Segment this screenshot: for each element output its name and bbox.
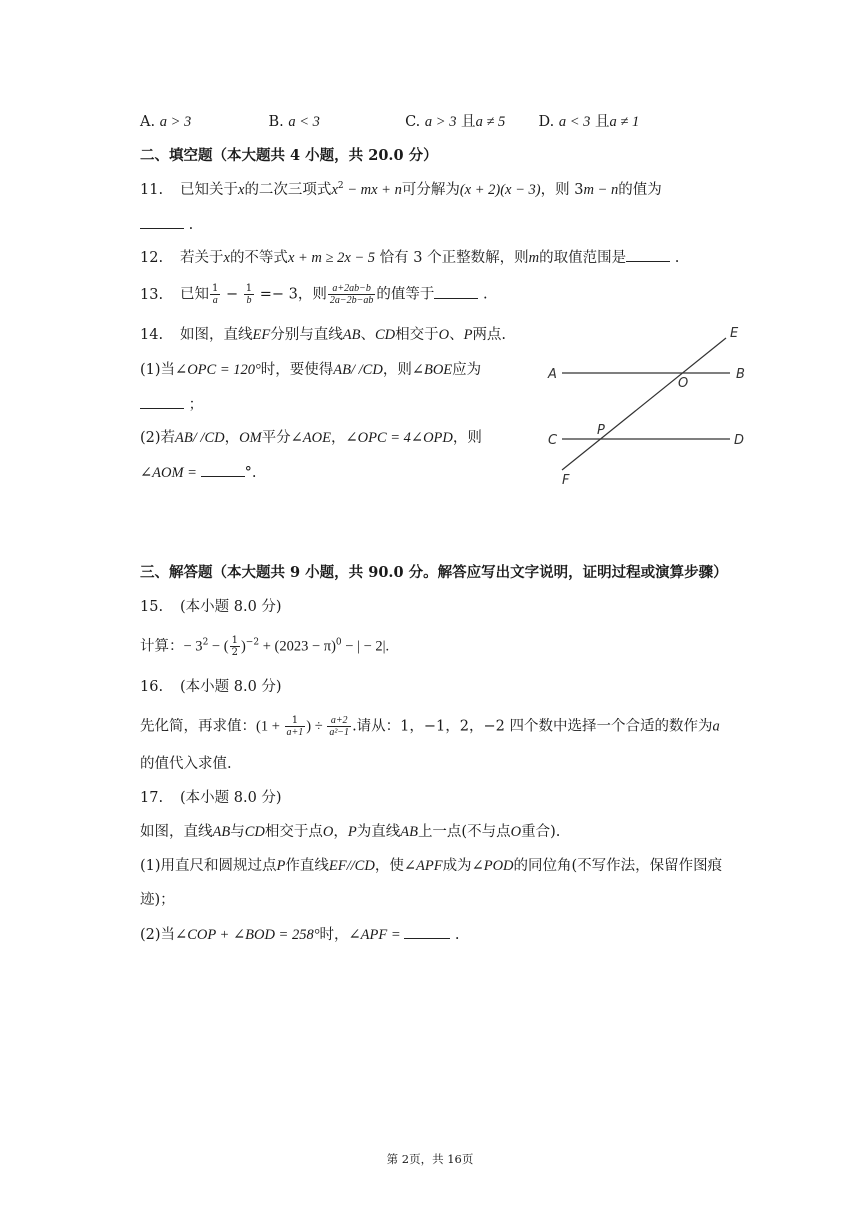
answer-blank[interactable] [626, 247, 670, 262]
answer-blank[interactable] [201, 462, 245, 477]
question-12: 12. 若关于x的不等式x + m ≥ 2x − 5 恰有 3 个正整数解，则m的取值范围是 . [140, 247, 679, 268]
answer-blank[interactable] [140, 394, 184, 409]
question-11-answer: . [140, 214, 193, 235]
options-row [140, 112, 639, 132]
answer-blank[interactable] [404, 924, 450, 939]
answer-blank[interactable] [434, 284, 478, 299]
question-13: 13. 已知 $\frac{1}{a}$ − $\frac{1}{b}$ =− 3，则 $\frac{a+2ab-b}{2a-2b-ab}$ 的值等于 . [140, 283, 488, 306]
label-e: E [730, 326, 739, 341]
question-17: 如图，直线AB与CD相交于点O，P为直线AB上一点(不与点O重合). [140, 824, 561, 840]
question-15-header: 15. (本小题 8.0 分) [140, 599, 282, 615]
label-d: D [734, 433, 745, 448]
fraction-a-plus-2-over-a-squared-minus-1: $\frac{a+2}{\text{a²−1}}$ [329, 715, 350, 738]
question-17-part-1-continued: 迹)； [140, 892, 175, 908]
question-14-part-2: (2)若AB/ /CD，OM平分∠AOE，∠OPC = 4∠OPD，则 [140, 430, 482, 446]
option-d: D. a < 3 且a ≠ 1 [538, 114, 640, 130]
label-p: P [597, 423, 605, 438]
label-a: A [548, 367, 557, 382]
question-17-header: 17. (本小题 8.0 分) [140, 790, 282, 806]
question-11: 11. 已知关于x的二次三项式$x^2$ − mx + n可分解为(x + 2)(x − 3)，则 3m − n的值为 [140, 181, 662, 198]
question-14-part-2-answer: ∠AOM = °. [140, 462, 256, 483]
fraction-expression: $\frac{a+2ab-b}{2a-2b-ab}$ [329, 283, 374, 306]
question-16-continued: 的值代入求值. [140, 756, 232, 772]
fraction-1-over-2: $\frac{1}{2}$ [231, 635, 238, 658]
label-c: C [548, 433, 558, 448]
question-14-part-1: (1)当∠OPC = 120°时，要使得AB/ /CD，则∠BOE应为 [140, 362, 482, 378]
label-f: F [562, 473, 570, 488]
question-16-header: 16. (本小题 8.0 分) [140, 679, 282, 695]
page-footer: 第 2页，共 16页 [386, 1152, 474, 1166]
fraction-1-over-b: $\frac{1}{b}$ [245, 283, 253, 306]
label-b: B [736, 367, 745, 382]
question-15: 计算：− $3^2$ − ( $\frac{1}{2}$ )$^{-2} + (2023 - \pi)^0$ − | − 2|. [140, 635, 390, 658]
option-b: B. a < 3 [268, 114, 320, 130]
fraction-1-over-a-plus-1: $\frac{1}{a+1}$ [286, 715, 304, 738]
question-14-part-1-answer: ； [140, 394, 203, 415]
answer-blank[interactable] [140, 214, 184, 229]
option-c: C. a > 3 且a ≠ 5 [405, 114, 506, 130]
label-o: O [678, 376, 689, 391]
section-2-heading: 二、填空题（本大题共 4 小题，共 20.0 分） [140, 147, 438, 164]
section-3-heading: 三、解答题（本大题共 9 小题，共 90.0 分。解答应写出文字说明，证明过程或演算步骤） [140, 564, 728, 581]
question-14: 14. 如图，直线EF分别与直线AB、CD相交于O、P两点. [140, 327, 507, 343]
question-17-part-2: (2)当∠COP + ∠BOD = 258°时，∠APF = . [140, 924, 460, 945]
question-17-part-1: (1)用直尺和圆规过点P作直线EF//CD，使∠APF成为∠POD的同位角(不写作法，保留作图痕 [140, 858, 723, 874]
question-16: 先化简，再求值：(1 + $\frac{1}{a+1}$ ) ÷ $\frac{a+2}{\text{a²−1}}$ .请从：1，−1，2，−2 四个数中选择一个合适的数作为a [140, 715, 720, 738]
option-a: A. a > 3 [140, 114, 192, 130]
fraction-1-over-a: $\frac{1}{a}$ [212, 283, 219, 306]
figure-14-diagram [540, 318, 765, 490]
